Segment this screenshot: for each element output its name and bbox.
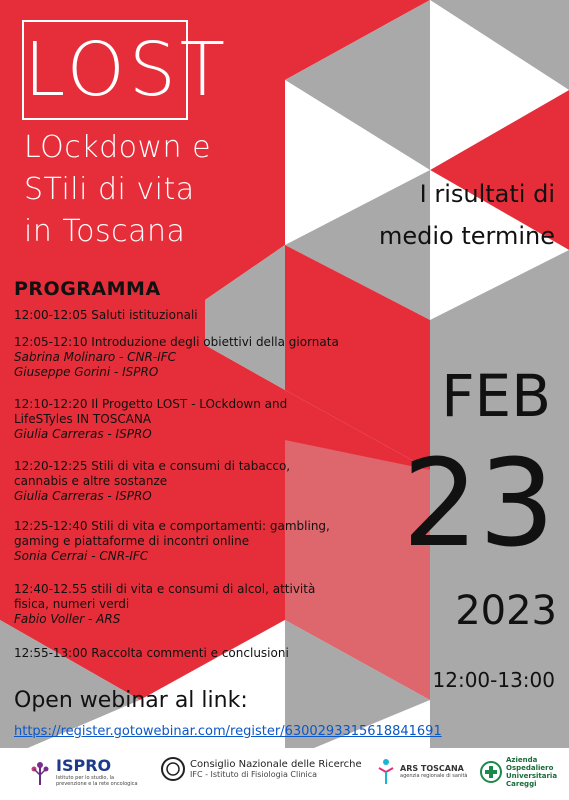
aou-name: Azienda Ospedaliero Universitaria Careggi [506, 756, 558, 788]
session-4 [14, 459, 314, 504]
event-time: 12:00-13:00 [432, 668, 555, 692]
ars-name: ARS TOSCANA [400, 763, 464, 773]
ispro-name: ISPRO [56, 756, 112, 775]
session-title: 12:25-12:40 Stili di vita e comportamenti: gambling, gaming e piattaforme di incontri online [14, 519, 330, 548]
tree-icon [28, 757, 52, 787]
hospital-cross-icon [480, 761, 502, 783]
subtitle-line-1: LOckdown e [24, 130, 212, 165]
date-month: FEB [441, 362, 551, 430]
webinar-link[interactable]: https://register.gotowebinar.com/register/6300293315618841691 [14, 724, 442, 739]
session-title: 12:00-12:05 Saluti istituzionali [14, 308, 198, 322]
ispro-logo [28, 756, 142, 787]
session-1 [14, 308, 354, 323]
session-speaker: Giulia Carreras - ISPRO [14, 489, 152, 503]
session-speaker: Sonia Cerrai - CNR-IFC [14, 549, 149, 563]
program-title: PROGRAMMA [14, 278, 161, 300]
aou-logo [480, 756, 566, 788]
cnr-logo [160, 756, 362, 782]
headline-line-1: I risultati di [419, 180, 555, 208]
session-title: 12:05-12:10 Introduzione degli obiettivi della giornata [14, 335, 339, 349]
cnr-name: Consiglio Nazionale delle Ricerche [190, 759, 362, 770]
ars-sub: agenzia regionale di sanità [400, 772, 468, 779]
headline-line-2: medio termine [378, 222, 555, 250]
session-3 [14, 397, 324, 442]
session-title: 12:20-12:25 Stili di vita e consumi di tabacco, cannabis e altre sostanze [14, 459, 291, 488]
session-title: 12:10-12:20 Il Progetto LOST - LOckdown and LifeSTyles IN TOSCANA [14, 397, 288, 426]
session-speaker: Fabio Voller - ARS [14, 612, 121, 626]
session-speaker: Giuseppe Gorini - ISPRO [14, 365, 159, 379]
cnr-emblem-icon [160, 756, 186, 782]
session-5 [14, 519, 359, 564]
session-title: 12:55-13:00 Raccolta commenti e conclusioni [14, 646, 289, 660]
ars-logo [376, 756, 468, 786]
session-speaker: Sabrina Molinaro - CNR-IFC [14, 350, 177, 364]
session-title: 12:40-12.55 stili di vita e consumi di alcol, attività fisica, numeri verdi [14, 582, 316, 611]
ispro-tagline: Istituto per lo studio, la prevenzione e la rete oncologica [56, 775, 138, 787]
subtitle-line-3: in Toscana [24, 214, 186, 249]
session-speaker: Giulia Carreras - ISPRO [14, 427, 152, 441]
webinar-label: Open webinar al link: [14, 688, 248, 713]
date-day: 23 [402, 435, 555, 574]
figure-icon [376, 756, 396, 786]
date-year: 2023 [455, 588, 557, 634]
subtitle-line-2: STili di vita [24, 172, 195, 207]
session-7 [14, 646, 354, 661]
lost-logo: LOST [22, 20, 188, 120]
session-6 [14, 582, 344, 627]
partner-logos [0, 748, 569, 800]
cnr-sub: IFC - Istituto di Fisiologia Clinica [190, 770, 318, 779]
session-2 [14, 335, 354, 380]
